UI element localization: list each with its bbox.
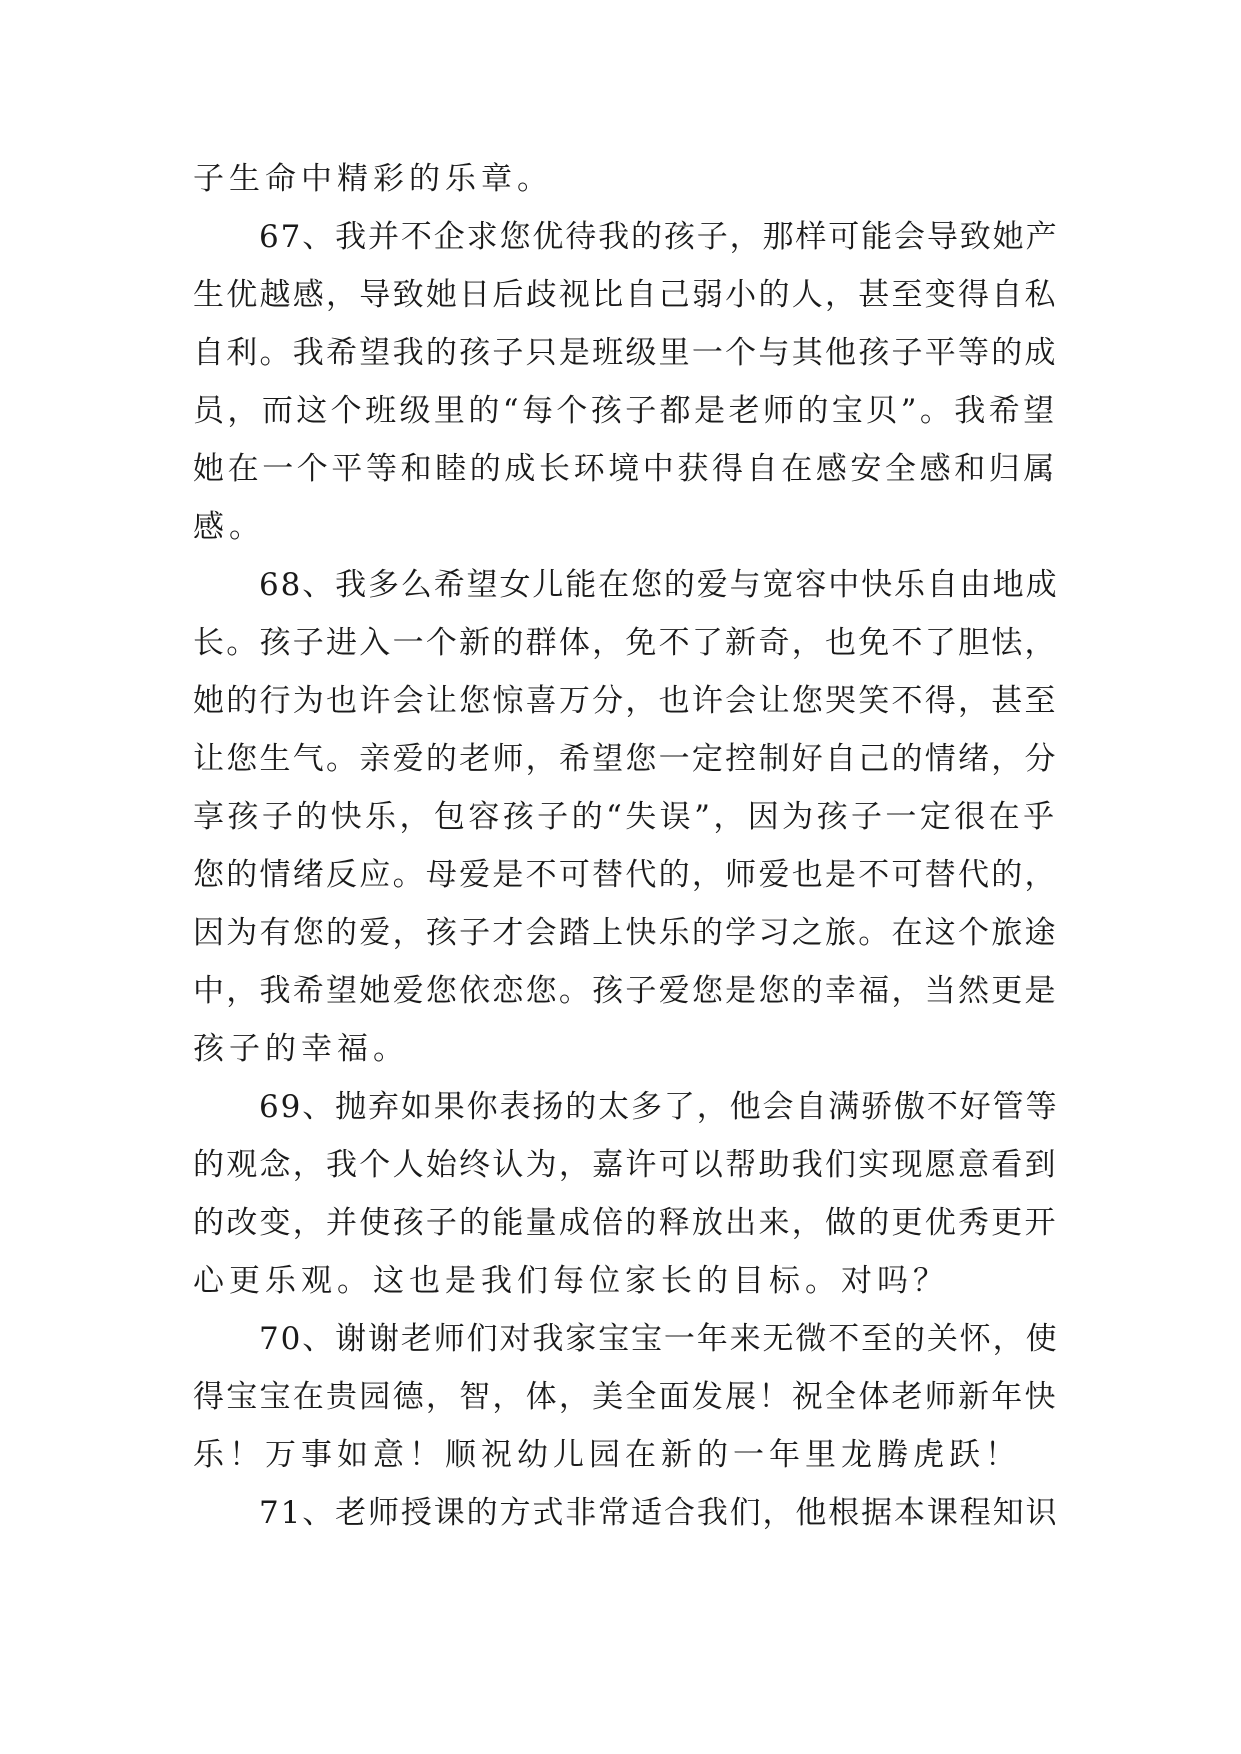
text-line: 享孩子的快乐，包容孩子的“失误”，因为孩子一定很在乎 xyxy=(193,799,1058,835)
paragraph-69-start: 69、抛弃如果你表扬的太多了，他会自满骄傲不好管等 xyxy=(259,1089,1059,1125)
text-line: 自利。我希望我的孩子只是班级里一个与其他孩子平等的成 xyxy=(193,335,1058,371)
text-line: 她在一个平等和睦的成长环境中获得自在感安全感和归属 xyxy=(193,451,1058,487)
paragraph-68-start: 68、我多么希望女儿能在您的爱与宽容中快乐自由地成 xyxy=(259,567,1059,603)
paragraph-70-start: 70、谢谢老师们对我家宝宝一年来无微不至的关怀，使 xyxy=(259,1321,1059,1357)
text-line: 她的行为也许会让您惊喜万分，也许会让您哭笑不得，甚至 xyxy=(193,683,1058,719)
text-line: 的观念，我个人始终认为，嘉许可以帮助我们实现愿意看到 xyxy=(193,1147,1058,1183)
text-line: 长。孩子进入一个新的群体，免不了新奇，也免不了胆怯， xyxy=(193,625,1058,661)
paragraph-67-start: 67、我并不企求您优待我的孩子，那样可能会导致她产 xyxy=(259,219,1059,255)
text-line: 孩子的幸福。 xyxy=(193,1031,409,1067)
document-body xyxy=(193,150,1059,1542)
text-line: 员，而这个班级里的“每个孩子都是老师的宝贝”。我希望 xyxy=(193,393,1058,429)
text-line: 得宝宝在贵园德，智，体，美全面发展！祝全体老师新年快 xyxy=(193,1379,1058,1415)
text-line: 心更乐观。这也是我们每位家长的目标。对吗？ xyxy=(193,1263,949,1299)
paragraph-71-start: 71、老师授课的方式非常适合我们，他根据本课程知识 xyxy=(259,1495,1059,1531)
text-line: 的改变，并使孩子的能量成倍的释放出来，做的更优秀更开 xyxy=(193,1205,1058,1241)
text-line: 子生命中精彩的乐章。 xyxy=(193,161,553,197)
text-line: 您的情绪反应。母爱是不可替代的，师爱也是不可替代的， xyxy=(193,857,1058,893)
text-line: 因为有您的爱，孩子才会踏上快乐的学习之旅。在这个旅途 xyxy=(193,915,1058,951)
text-line: 中，我希望她爱您依恋您。孩子爱您是您的幸福，当然更是 xyxy=(193,973,1058,1009)
text-line: 生优越感，导致她日后歧视比自己弱小的人，甚至变得自私 xyxy=(193,277,1058,313)
text-line: 感。 xyxy=(193,509,265,545)
text-line: 让您生气。亲爱的老师，希望您一定控制好自己的情绪，分 xyxy=(193,741,1058,777)
text-line: 乐！万事如意！顺祝幼儿园在新的一年里龙腾虎跃！ xyxy=(193,1437,1021,1473)
